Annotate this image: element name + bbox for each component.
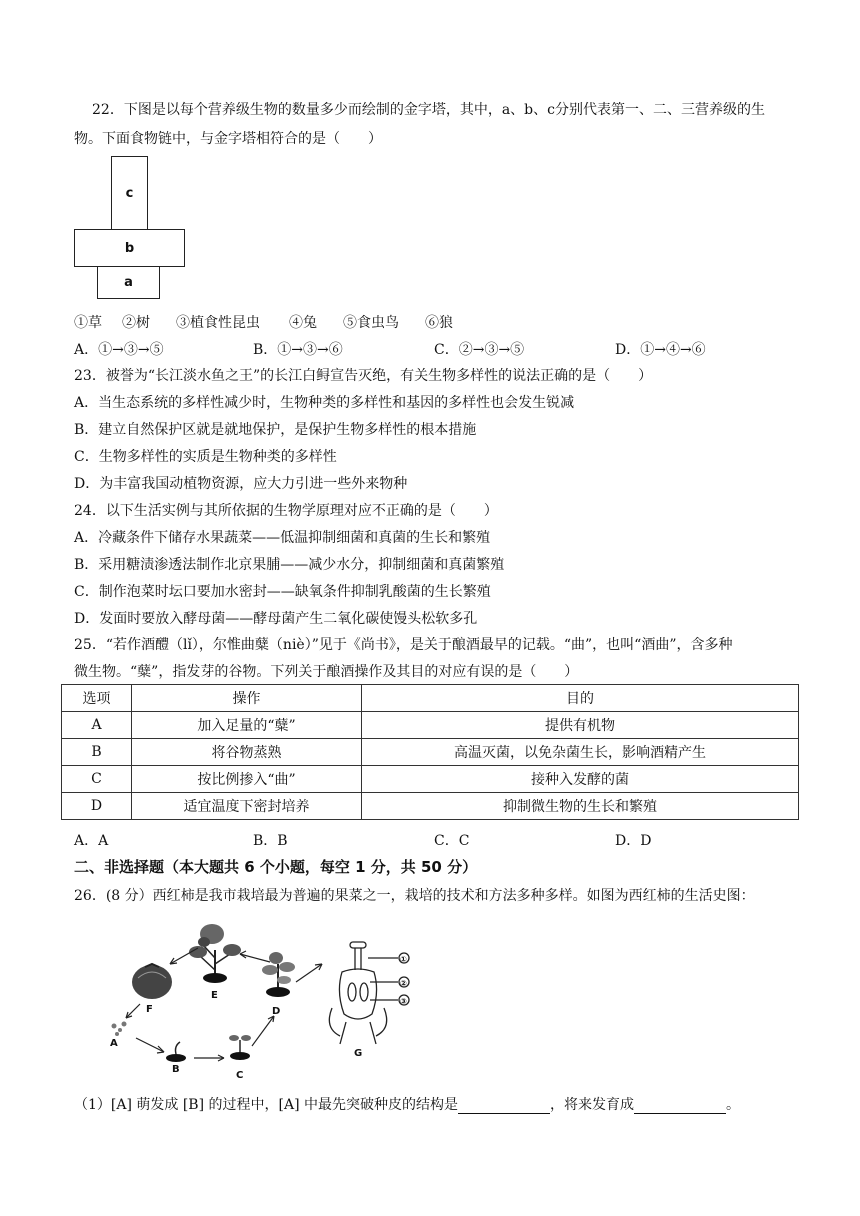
q24-option-c[interactable]: C．制作泡菜时坛口要加水密封——缺氧条件抑制乳酸菌的生长繁殖 xyxy=(74,584,491,600)
q24-option-b[interactable]: B．采用糖渍渗透法制作北京果脯——减少水分，抑制细菌和真菌繁殖 xyxy=(74,557,505,573)
table-cell: 按比例掺入“曲” xyxy=(132,766,362,793)
q23-option-d[interactable]: D．为丰富我国动植物资源，应大力引进一些外来物种 xyxy=(74,476,408,492)
q23-option-a[interactable]: A．当生态系统的多样性减少时，生物种类的多样性和基因的多样性也会发生锐减 xyxy=(74,395,575,411)
q24-option-d[interactable]: D．发面时要放入酵母菌——酵母菌产生二氧化碳使馒头松软多孔 xyxy=(74,611,478,627)
option-b[interactable]: B．B xyxy=(253,833,288,849)
q22-stem-line1: 22．下图是以每个营养级生物的数量多少而绘制的金字塔，其中，a、b、c分别代表第一、二、三营养级的生 xyxy=(92,102,765,118)
table-cell: 高温灭菌，以免杂菌生长，影响酒精产生 xyxy=(362,739,799,766)
option-d[interactable]: D．①→④→⑥ xyxy=(615,342,706,358)
option-a[interactable]: A．A xyxy=(74,833,109,849)
organism-item: ②树 xyxy=(122,315,150,331)
table-row xyxy=(62,712,799,739)
figure-label: ③ xyxy=(400,997,407,1006)
organism-item: ⑤食虫鸟 xyxy=(343,315,399,331)
figure-label: B xyxy=(172,1064,180,1075)
figure-label: ② xyxy=(400,979,407,988)
pyramid-level-a: a xyxy=(97,266,160,299)
q26-sub1-text: （1）[A] 萌发成 [B] 的过程中，[A] 中最先突破种皮的结构是 xyxy=(74,1097,458,1113)
germination-illustration xyxy=(166,1042,186,1062)
q26-subquestion-1 xyxy=(74,1094,740,1114)
q24-option-a[interactable]: A．冷藏条件下储存水果蔬菜——低温抑制细菌和真菌的生长和繁殖 xyxy=(74,530,491,546)
table-cell: D xyxy=(62,793,132,820)
table-cell: 适宜温度下密封培养 xyxy=(132,793,362,820)
q25-stem-line1: 25．“若作酒醴（lǐ），尔惟曲糵（niè）”见于《尚书》，是关于酿酒最早的记载。“曲”，也叫“酒曲”，含多种 xyxy=(74,637,733,653)
table-row xyxy=(62,766,799,793)
answer-blank-1[interactable] xyxy=(458,1099,550,1114)
option-c[interactable]: C．C xyxy=(434,833,470,849)
table-cell: 接种入发酵的菌 xyxy=(362,766,799,793)
seedling-illustration xyxy=(229,1035,251,1060)
figure-label: E xyxy=(211,990,218,1001)
option-c[interactable]: C．②→③→⑤ xyxy=(434,342,525,358)
table-cell: B xyxy=(62,739,132,766)
pyramid-level-b: b xyxy=(74,229,185,267)
flowering-plant-illustration xyxy=(189,924,241,983)
section-heading: 二、非选择题（本大题共 6 个小题，每空 1 分，共 50 分） xyxy=(74,858,478,876)
tomato-life-cycle-figure xyxy=(100,912,430,1084)
table-header-cell: 操作 xyxy=(132,685,362,712)
table-cell: A xyxy=(62,712,132,739)
q25-stem-line2: 微生物。“糵”，指发芽的谷物。下列关于酿酒操作及其目的对应有误的是（ ） xyxy=(74,664,579,680)
figure-label: F xyxy=(146,1004,153,1015)
q22-stem-line2: 物。下面食物链中，与金字塔相符合的是（ ） xyxy=(74,131,382,147)
option-b[interactable]: B．①→③→⑥ xyxy=(253,342,343,358)
figure-label: A xyxy=(110,1038,118,1049)
figure-label: D xyxy=(272,1006,281,1017)
q23-option-b[interactable]: B．建立自然保护区就是就地保护，是保护生物多样性的根本措施 xyxy=(74,422,477,438)
organism-item: ③植食性昆虫 xyxy=(176,315,260,331)
table-cell: C xyxy=(62,766,132,793)
option-d[interactable]: D．D xyxy=(615,833,652,849)
table-header-cell: 选项 xyxy=(62,685,132,712)
pyramid-level-c: c xyxy=(111,156,148,230)
organism-item: ①草 xyxy=(74,315,102,331)
table-header-row xyxy=(62,685,799,712)
seeds-illustration xyxy=(112,1022,127,1037)
organism-item: ⑥狼 xyxy=(425,315,453,331)
q23-stem: 23．被誉为“长江淡水鱼之王”的长江白鲟宣告灭绝，有关生物多样性的说法正确的是（ ） xyxy=(74,368,653,384)
q25-table xyxy=(61,684,799,820)
figure-label: C xyxy=(236,1070,244,1081)
q26-sub1-end: 。 xyxy=(726,1097,740,1113)
q26-stem: 26．(8 分）西红柿是我市栽培最为普遍的果菜之一，栽培的技术和方法多种多样。如图为西红柿的生活史图： xyxy=(74,888,755,904)
tomato-fruit-illustration xyxy=(132,964,172,999)
figure-label: ① xyxy=(400,955,407,964)
figure-label: G xyxy=(354,1048,363,1059)
table-cell: 加入足量的“糵” xyxy=(132,712,362,739)
q26-sub1-text: ，将来发育成 xyxy=(550,1097,634,1113)
option-a[interactable]: A．①→③→⑤ xyxy=(74,342,164,358)
flower-structure-diagram xyxy=(329,942,409,1044)
q24-stem: 24．以下生活实例与其所依据的生物学原理对应不正确的是（ ） xyxy=(74,503,498,519)
table-cell: 将谷物蒸熟 xyxy=(132,739,362,766)
young-plant-illustration xyxy=(262,952,295,997)
table-header-cell: 目的 xyxy=(362,685,799,712)
q23-option-c[interactable]: C．生物多样性的实质是生物种类的多样性 xyxy=(74,449,337,465)
answer-blank-2[interactable] xyxy=(634,1099,726,1114)
table-row xyxy=(62,793,799,820)
organism-item: ④兔 xyxy=(289,315,317,331)
table-cell: 抑制微生物的生长和繁殖 xyxy=(362,793,799,820)
table-cell: 提供有机物 xyxy=(362,712,799,739)
table-row xyxy=(62,739,799,766)
